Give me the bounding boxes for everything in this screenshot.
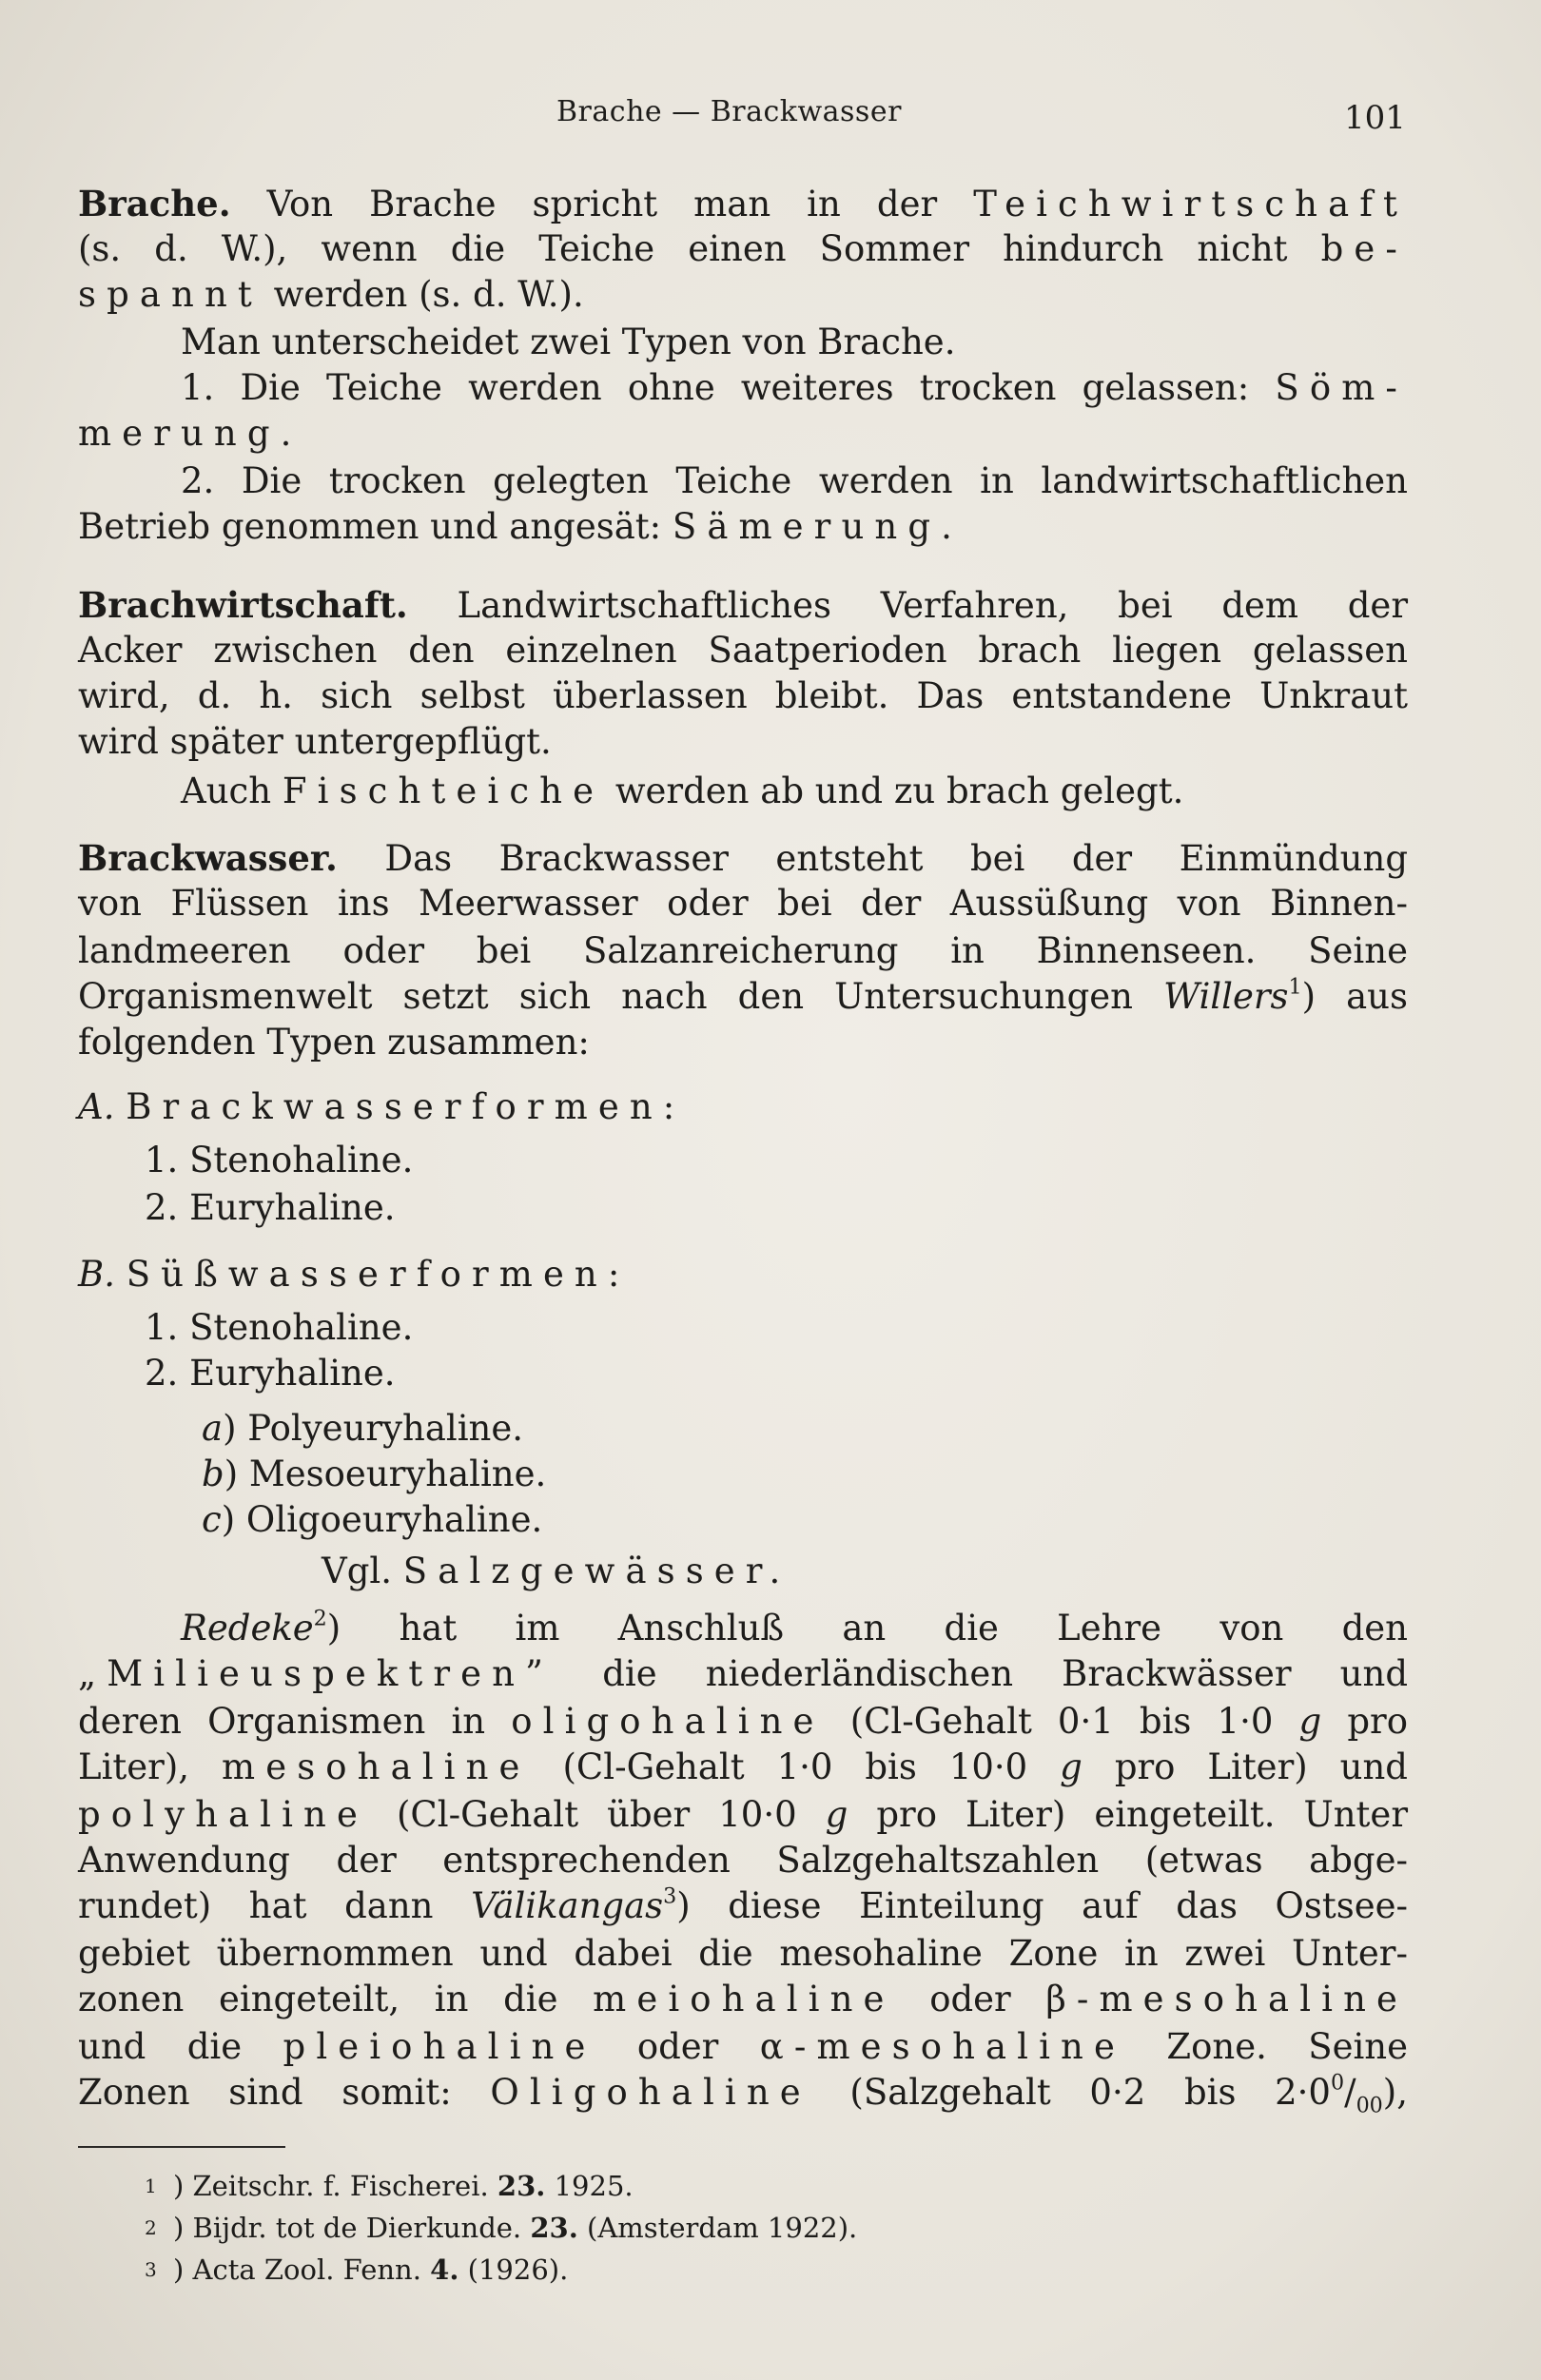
text-line: folgenden Typen zusammen: (78, 1022, 590, 1063)
entry-term-brackwasser: Brackwasser. (78, 837, 338, 879)
text-line: deren Organismen in oligohaline (Cl-Gehalt 0·1 bis 1·0 g pro (78, 1701, 1408, 1742)
list-heading-b: B. Süßwasserformen: (78, 1254, 631, 1295)
text-line: und die pleiohaline oder α-mesohaline Zone. Seine (78, 2026, 1409, 2067)
text-line: wird, d. h. sich selbst überlassen bleibt. Das entstandene Unkraut (78, 675, 1408, 716)
list-subitem: c) Oligoeuryhaline. (202, 1499, 543, 1540)
text-line: 2. Die trocken gelegten Teiche werden in landwirtschaftlichen (181, 460, 1408, 501)
footnote: 3 ) Acta Zool. Fenn. 4. (1926). (145, 2253, 569, 2286)
text-line: von Flüssen ins Meerwasser oder bei der Aussüßung von Binnen- (78, 883, 1408, 924)
text-line: zonen eingeteilt, in die meiohaline oder β-mesohaline (78, 1979, 1408, 2019)
text-line: 1. Die Teiche werden ohne weiteres trocken gelassen: Söm- (181, 367, 1408, 408)
text-line: gebiet übernommen und dabei die mesohaline Zone in zwei Unter- (78, 1933, 1408, 1974)
list-heading-a: A. Brackwasserformen: (78, 1086, 686, 1127)
text-line: wird später untergepflügt. (78, 721, 552, 762)
footnote: 2 ) Bijdr. tot de Dierkunde. 23. (Amsterdam 1922). (145, 2212, 858, 2244)
text-line: Betrieb genommen und angesät: Sämerung. (78, 506, 963, 547)
list-item: 2. Euryhaline. (145, 1353, 396, 1394)
text-line: spannt werden (s. d. W.). (78, 274, 584, 315)
text-line: Redeke$^2$) hat im Anschluß an die Lehre von den (181, 1606, 1408, 1648)
list-item: 1. Stenohaline. (145, 1140, 414, 1180)
text-line: Auch Fischteiche werden ab und zu brach gelegt. (181, 771, 1184, 811)
footnote-ref-3: 3 (663, 1883, 677, 1909)
cross-reference: Vgl. Salzgewässer. (322, 1551, 791, 1591)
text-line: merung. (78, 413, 302, 454)
text-line: „Milieuspektren” die niederländischen Brackwässer und (78, 1653, 1409, 1694)
text-line: Brachwirtschaft. Landwirtschaftliches Verfahren, bei dem der (78, 584, 1408, 626)
list-item: 2. Euryhaline. (145, 1187, 396, 1228)
list-subitem: a) Polyeuryhaline. (202, 1408, 524, 1449)
entry-term-brache: Brache. (78, 183, 231, 224)
footnote-rule (78, 2146, 285, 2148)
footnote-ref-2: 2 (313, 1606, 327, 1631)
footnote-ref-1: 1 (1288, 974, 1302, 1000)
footnote: 1 ) Zeitschr. f. Fischerei. 23. 1925. (145, 2170, 634, 2202)
entry-term-brachwirtschaft: Brachwirtschaft. (78, 584, 408, 626)
list-subitem: b) Mesoeuryhaline. (202, 1453, 547, 1494)
text-line: Man unterscheidet zwei Typen von Brache. (181, 322, 956, 362)
text-line: Anwendung der entsprechenden Salzgehaltszahlen (etwas abge- (78, 1840, 1408, 1881)
text-line: Liter), mesohaline (Cl-Gehalt 1·0 bis 10·0 g pro Liter) und (78, 1746, 1408, 1787)
running-title: Brache — Brackwasser (556, 95, 902, 128)
text-line: polyhaline (Cl-Gehalt über 10·0 g pro Liter) eingeteilt. Unter (78, 1794, 1408, 1835)
list-item: 1. Stenohaline. (145, 1307, 414, 1348)
text-line: (s. d. W.), wenn die Teiche einen Sommer hindurch nicht be- (78, 228, 1408, 269)
text-line: Brackwasser. Das Brackwasser entsteht bei der Einmündung (78, 837, 1409, 879)
text-line: Organismenwelt setzt sich nach den Untersuchungen Willers$^1$) aus (78, 974, 1409, 1017)
text-line: landmeeren oder bei Salzanreicherung in Binnenseen. Seine (78, 930, 1408, 971)
text-line: Acker zwischen den einzelnen Saatperioden brach liegen gelassen (78, 630, 1408, 671)
text-line: Brache. Von Brache spricht man in der Teichwirtschaft (78, 183, 1409, 224)
text-line: Zonen sind somit: Oligohaline (Salzgehalt 0·2 bis $2\cdot 0^0/_{00}$), (78, 2070, 1408, 2118)
text-line: rundet) hat dann Välikangas$^3$) diese Einteilung auf das Ostsee- (78, 1883, 1409, 1926)
page-number: 101 (1344, 99, 1406, 137)
